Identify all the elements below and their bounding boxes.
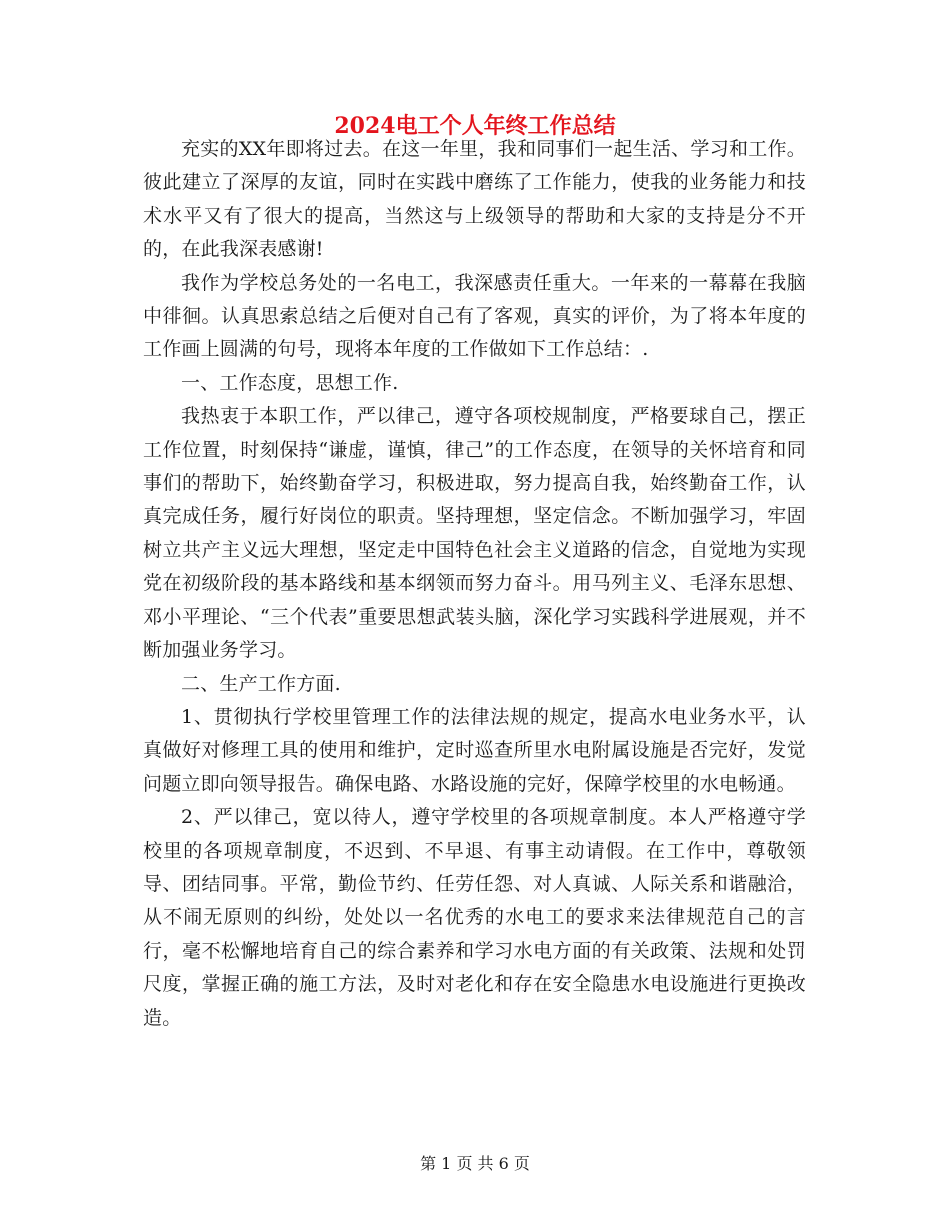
paragraph-item-1: 1、贯彻执行学校里管理工作的法律法规的规定，提高水电业务水平，认真做好对修理工具的使用和维护，定时巡查所里水电附属设施是否完好，发觉问题立即向领导报告。确保电路、水路设施的完好，保障学校里的水电畅通。: [143, 705, 806, 795]
paragraph-attitude: 我热衷于本职工作，严以律己，遵守各项校规制度，严格要球自己，摆正工作位置，时刻保持“谦虚，谨慎，律己”的工作态度，在领导的关怀培育和同事们的帮助下，始终勤奋学习，积极进取，努力提高自我，始终勤奋工作，认真完成任务，履行好岗位的职责。坚持理想，坚定信念。不断加强学习，牢固树立共产主义远大理想，坚定走中国特色社会主义道路的信念，自觉地为实现党在初级阶段的基本路线和基本纲领而努力奋斗。用马列主义、毛泽东思想、邓小平理论、“三个代表”重要思想武装头脑，深化学习实践科学进展观，并不断加强业务学习。: [143, 405, 806, 662]
document-body: [143, 133, 806, 1035]
paragraph-item-2: 2、严以律己，宽以待人，遵守学校里的各项规章制度。本人严格遵守学校里的各项规章制度，不迟到、不早退、有事主动请假。在工作中，尊敬领导、团结同事。平常，勤俭节约、任劳任怨、对人真诚、人际关系和谐融洽，从不闹无原则的纠纷，处处以一名优秀的水电工的要求来法律规范自己的言行，毫不松懈地培育自己的综合素养和学习水电方面的有关政策、法规和处罚尺度，掌握正确的施工方法，及时对老化和存在安全隐患水电设施进行更换改造。: [143, 806, 806, 1029]
paragraph-intro: 充实的XX年即将过去。在这一年里，我和同事们一起生活、学习和工作。彼此建立了深厚的友谊，同时在实践中磨练了工作能力，使我的业务能力和技术水平又有了很大的提高，当然这与上级领导的帮助和大家的支持是分不开的，在此我深表感谢!: [143, 138, 806, 261]
document-title: 2024电工个人年终工作总结: [334, 113, 616, 139]
page-footer: 第 1 页 共 6 页: [420, 1154, 530, 1173]
section-heading-attitude: 一、工作态度，思想工作.: [181, 371, 399, 394]
paragraph-responsibility: 我作为学校总务处的一名电工，我深感责任重大。一年来的一幕幕在我脑中徘徊。认真思索总结之后便对自己有了客观，真实的评价，为了将本年度的工作画上圆满的句号，现将本年度的工作做如下工作总结：.: [143, 271, 806, 361]
section-heading-production: 二、生产工作方面.: [181, 672, 341, 695]
